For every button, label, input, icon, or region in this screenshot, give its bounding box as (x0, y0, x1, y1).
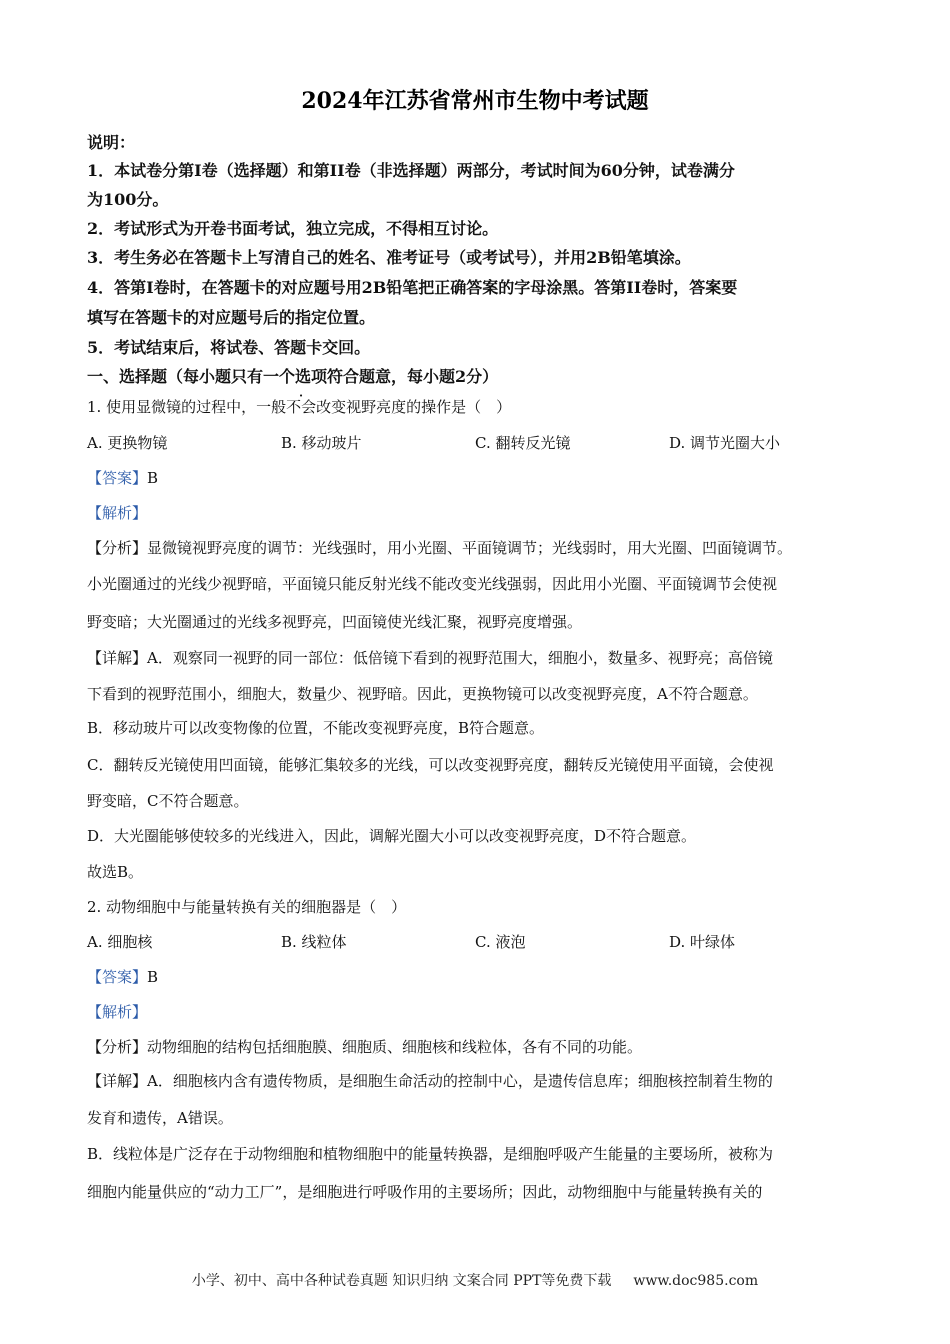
page-footer (0, 1270, 950, 1290)
explanation-line (87, 1037, 642, 1057)
note-line: 2．考试形式为开卷书面考试，独立完成，不得相互讨论。 (87, 219, 499, 238)
question-1-option-d: D. 调节光圈大小 (669, 434, 781, 452)
explanation-line: C．翻转反光镜使用凹面镜，能够汇集较多的光线，可以改变视野亮度，翻转反光镜使用平面镜，会使视 (87, 756, 774, 774)
note-line: 1．本试卷分第I卷（选择题）和第II卷（非选择题）两部分，考试时间为60分钟，试卷满分 (87, 161, 735, 180)
question-1-stem-emphasis: 不会 (286, 398, 317, 416)
explanation-line: B．移动玻片可以改变物像的位置，不能改变视野亮度，B符合题意。 (87, 719, 545, 737)
page-title: 2024年江苏省常州市生物中考试题 (301, 88, 649, 114)
note-line: 5．考试结束后，将试卷、答题卡交回。 (87, 338, 371, 357)
explanation-line: 细胞内能量供应的“动力工厂”，是细胞进行呼吸作用的主要场所；因此，动物细胞中与能量转换有关的 (87, 1183, 763, 1201)
explanation-line (87, 648, 773, 668)
explanation-text: A．观察同一视野的同一部位：低倍镜下看到的视野范围大，细胞小，数量多、视野亮；高倍镜 (147, 649, 773, 667)
explanation-line: 故选B。 (87, 863, 144, 881)
explanation-tag: 【分析】 (87, 539, 148, 557)
explanation-line (87, 1071, 773, 1091)
question-1-option-a: A. 更换物镜 (87, 434, 168, 452)
explanation-tag: 【详解】 (87, 649, 148, 667)
notes-heading: 说明： (87, 133, 136, 152)
explanation-tag: 【分析】 (87, 1038, 148, 1056)
explanation-line: 发育和遗传，A错误。 (87, 1109, 233, 1127)
question-2-option-b: B. 线粒体 (281, 933, 347, 951)
explanation-line: B．线粒体是广泛存在于动物细胞和植物细胞中的能量转换器，是细胞呼吸产生能量的主要场所，被称为 (87, 1145, 774, 1163)
section-heading: 一、选择题（每小题只有一个选项符合题意，每小题2分） (87, 367, 499, 386)
explanation-text: 显微镜视野亮度的调节：光线强时，用小光圈、平面镜调节；光线弱时，用大光圈、凹面镜调节。 (147, 539, 793, 557)
note-line: 4．答第I卷时，在答题卡的对应题号用2B铅笔把正确答案的字母涂黑。答第II卷时，答案要 (87, 278, 738, 297)
question-2-option-d: D. 叶绿体 (669, 933, 736, 951)
question-1-stem-post: 改变视野亮度的操作是（ ） (316, 398, 512, 416)
explanation-line: 野变暗，C不符合题意。 (87, 792, 249, 810)
question-1-stem-pre: 1. 使用显微镜的过程中，一般 (87, 398, 287, 416)
question-1-option-c: C. 翻转反光镜 (475, 434, 571, 452)
explanation-line: 下看到的视野范围小，细胞大，数量少、视野暗。因此，更换物镜可以改变视野亮度，A不符合题意。 (87, 685, 758, 703)
question-2-answer (87, 967, 158, 987)
question-1-analysis-tag: 【解析】 (87, 504, 148, 522)
note-line: 3．考生务必在答题卡上写清自己的姓名、准考证号（或考试号），并用2B铅笔填涂。 (87, 248, 691, 267)
question-1-option-b: B. 移动玻片 (281, 434, 362, 452)
explanation-line: 野变暗；大光圈通过的光线多视野亮，凹面镜使光线汇聚，视野亮度增强。 (87, 613, 583, 631)
answer-tag: 【答案】 (87, 469, 148, 487)
question-1-answer (87, 468, 158, 488)
explanation-line: D．大光圈能够使较多的光线进入，因此，调解光圈大小可以改变视野亮度，D不符合题意。 (87, 827, 697, 845)
question-2-analysis-tag: 【解析】 (87, 1003, 148, 1021)
question-2-option-c: C. 液泡 (475, 933, 526, 951)
explanation-text: 动物细胞的结构包括细胞膜、细胞质、细胞核和线粒体，各有不同的功能。 (147, 1038, 643, 1056)
note-line: 为100分。 (87, 190, 169, 209)
explanation-line: 小光圈通过的光线少视野暗，平面镜只能反射光线不能改变光线强弱，因此用小光圈、平面镜调节会使视 (87, 575, 778, 593)
answer-value: B (147, 968, 159, 986)
question-1-stem (87, 397, 511, 417)
question-2-option-a: A. 细胞核 (87, 933, 153, 951)
footer-url[interactable]: www.doc985.com (633, 1273, 759, 1289)
question-2-stem: 2. 动物细胞中与能量转换有关的细胞器是（ ） (87, 898, 407, 916)
explanation-line (87, 538, 792, 558)
answer-tag: 【答案】 (87, 968, 148, 986)
note-line: 填写在答题卡的对应题号后的指定位置。 (87, 308, 376, 327)
footer-text: 小学、初中、高中各种试卷真题 知识归纳 文案合同 PPT等免费下载 (191, 1273, 612, 1289)
explanation-tag: 【详解】 (87, 1072, 148, 1090)
explanation-text: A．细胞核内含有遗传物质，是细胞生命活动的控制中心，是遗传信息库；细胞核控制着生物的 (147, 1072, 773, 1090)
answer-value: B (147, 469, 159, 487)
